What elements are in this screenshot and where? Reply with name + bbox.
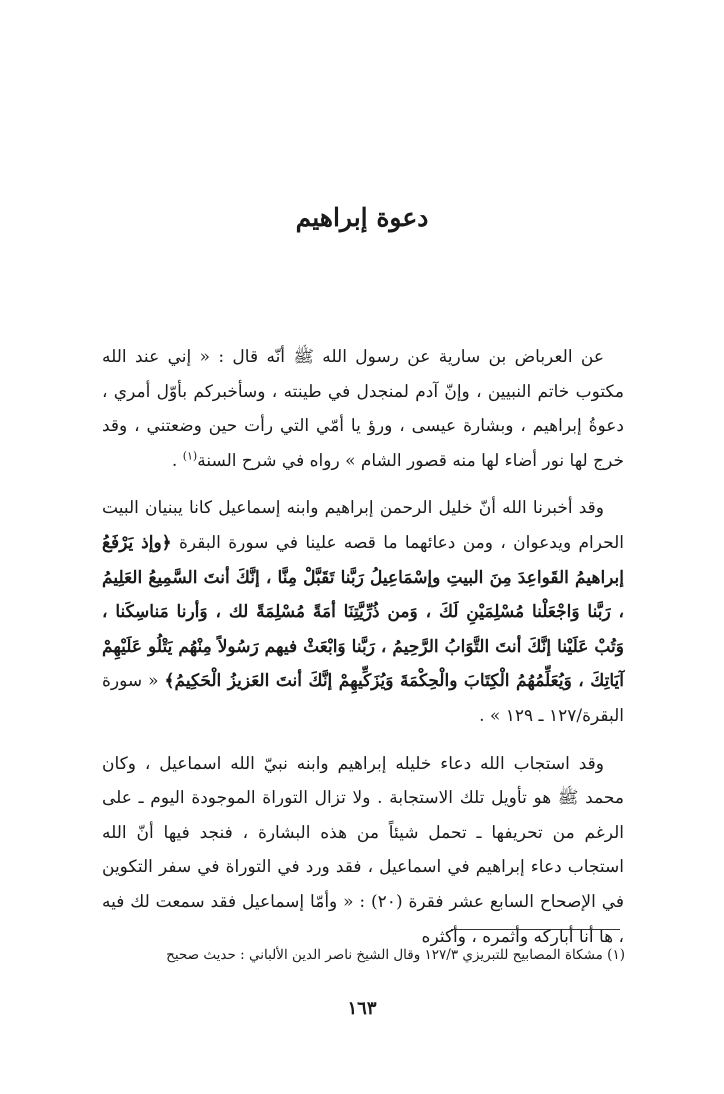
page-number: ١٦٣	[347, 998, 377, 1019]
page-title: دعوة إبراهيم	[295, 203, 429, 232]
footnote-reference: (١)	[182, 449, 198, 463]
body-text	[102, 340, 624, 967]
quran-verse: ﴿وإذ يَرْفَعُ إبراهيمُ القَواعِدَ مِنَ البيتِ وإسْمَاعِيلُ رَبَّنا تَقَبَّلْ مِنَّا ، إنَّكَ أنتَ السَّمِيعُ العَلِيمُ ، رَبَّنا وَاجْعَلْنا مُسْلِمَيْنِ لَكَ ، وَمن ذُرِّيَّتِنَا أمَةً مُسْلِمَةً لك ، وَأرنا مَناسِكَنا ، وَتُبْ عَلَيْنا إنَّكَ أنتَ التَّوَابُ الرَّحِيمُ ، رَبَّنا وَابْعَثْ فيهم رَسُولاً مِنْهُم يَتْلُو عَلَيْهِمْ آيَاتِكَ ، وَيُعَلِّمُهُمُ الْكِتَابَ والْحِكْمَةَ وَيُزَكِّيهِمْ إنَّكَ أنتَ العَزيزُ الْحَكِيمُ﴾	[102, 532, 624, 692]
paragraph-hadith	[102, 340, 624, 478]
paragraph-quran	[102, 491, 624, 733]
paragraph-hadith-text: عن العرباض بن سارية عن رسول الله ﷺ أنّه قال : « إني عند الله مكتوب خاتم النبيين ، وإنّ آدم لمنجدل في طينته ، وسأخبركم بأوّل أمري ، دعوةُ إبراهيم ، وبشارة عيسى ، ورؤ يا أمّي التي رأت حين وضعتني ، وقد خرج لها نور أضاء لها منه قصور الشام » رواه في شرح السنة	[102, 347, 624, 471]
footnote: (١) مشكاة المصابيح للتبريزي ١٢٧/٣ وقال الشيخ ناصر الدين الألباني : حديث صحيح	[166, 947, 625, 963]
paragraph-torah	[102, 747, 624, 955]
paragraph-hadith-end: .	[171, 450, 183, 471]
paragraph-torah-text: وقد استجاب الله دعاء خليله إبراهيم وابنه نبيّ الله اسماعيل ، وكان محمد ﷺ هو تأويل تلك الاستجابة . ولا تزال التوراة الموجودة اليوم ـ على الرغم من تحريفها ـ تحمل شيئاً من هذه البشارة ، فنجد فيها أنّ الله استجاب دعاء إبراهيم في اسماعيل ، فقد ورد في التوراة في سفر التكوين في الإصحاح السابع عشر فقرة (٢٠) : « وأمّا إسماعيل فقد سمعت لك فيه ، ها أنا أباركه وأثمره ، وأكثره	[102, 753, 624, 947]
quran-citation: « سورة البقرة/١٢٧ ـ ١٢٩ » .	[102, 671, 624, 726]
footnote-divider	[451, 929, 620, 930]
paragraph-quran-intro: وقد أخبرنا الله أنّ خليل الرحمن إبراهيم وابنه إسماعيل كانا يبنيان البيت الحرام ويدعوان ، ومن دعائهما ما قصه علينا في سورة البقرة	[102, 498, 625, 553]
